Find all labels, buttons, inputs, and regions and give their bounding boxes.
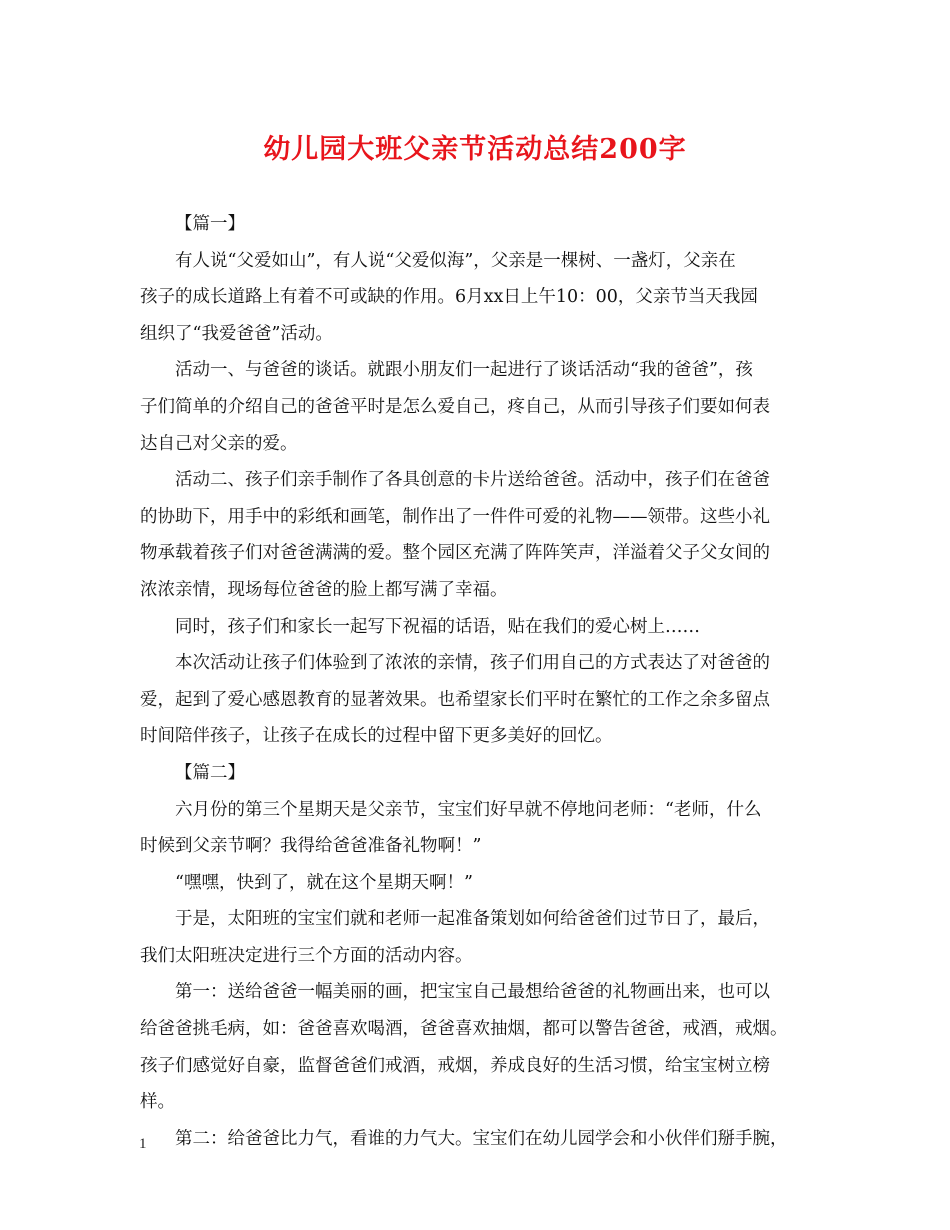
paragraph-line: 第一：送给爸爸一幅美丽的画，把宝宝自己最想给爸爸的礼物画出来，也可以 — [175, 982, 770, 1003]
paragraph-line: 浓浓亲情，现场每位爸爸的脸上都写满了幸福。 — [140, 579, 508, 600]
paragraph-line: 组织了“我爱爸爸”活动。 — [140, 323, 333, 344]
page-number: 1 — [139, 1136, 147, 1152]
paragraph-line: 【篇二】 — [175, 762, 245, 783]
paragraph-line: 时间陪伴孩子，让孩子在成长的过程中留下更多美好的回忆。 — [140, 726, 613, 747]
paragraph-line: 六月份的第三个星期天是父亲节，宝宝们好早就不停地问老师：“老师，什么 — [175, 799, 762, 820]
paragraph-line: 给爸爸挑毛病，如：爸爸喜欢喝酒，爸爸喜欢抽烟，都可以警告爸爸，戒酒，戒烟。 — [140, 1019, 788, 1040]
paragraph-line: 达自己对父亲的爱。 — [140, 433, 298, 454]
paragraph-line: 爱，起到了爱心感恩教育的显著效果。也希望家长们平时在繁忙的工作之余多留点 — [140, 689, 770, 710]
paragraph-line: 我们太阳班决定进行三个方面的活动内容。 — [140, 945, 473, 966]
paragraph-line: 时候到父亲节啊？我得给爸爸准备礼物啊！” — [140, 836, 482, 857]
paragraph-line: 子们简单的介绍自己的爸爸平时是怎么爱自己，疼自己，从而引导孩子们要如何表 — [140, 396, 770, 417]
paragraph-line: 本次活动让孩子们体验到了浓浓的亲情，孩子们用自己的方式表达了对爸爸的 — [175, 653, 770, 674]
paragraph-line: 孩子们感觉好自豪，监督爸爸们戒酒，戒烟，养成良好的生活习惯，给宝宝树立榜 — [140, 1055, 770, 1076]
paragraph-line: 第二：给爸爸比力气，看谁的力气大。宝宝们在幼儿园学会和小伙伴们掰手腕， — [175, 1128, 788, 1149]
paragraph-line: 活动一、与爸爸的谈话。就跟小朋友们一起进行了谈话活动“我的爸爸”，孩 — [175, 360, 753, 381]
paragraph-line: 物承载着孩子们对爸爸满满的爱。整个园区充满了阵阵笑声，洋溢着父子父女间的 — [140, 543, 770, 564]
document-body — [140, 206, 815, 1157]
paragraph-line: 有人说“父爱如山”，有人说“父爱似海”，父亲是一棵树、一盏灯，父亲在 — [175, 250, 736, 271]
document-title: 幼儿园大班父亲节活动总结200字 — [263, 134, 687, 165]
paragraph-line: 【篇一】 — [175, 214, 245, 234]
paragraph-line: 的协助下，用手中的彩纸和画笔，制作出了一件件可爱的礼物——领带。这些小礼 — [140, 506, 770, 527]
paragraph-line: 同时，孩子们和家长一起写下祝福的话语，贴在我们的爱心树上…… — [175, 616, 700, 637]
paragraph-line: 孩子的成长道路上有着不可或缺的作用。6月xx日上午10：00，父亲节当天我园 — [140, 287, 758, 308]
paragraph-line: 样。 — [140, 1092, 175, 1113]
paragraph-line: 活动二、孩子们亲手制作了各具创意的卡片送给爸爸。活动中，孩子们在爸爸 — [175, 470, 770, 491]
paragraph-line: 于是，太阳班的宝宝们就和老师一起准备策划如何给爸爸们过节日了，最后， — [175, 909, 770, 930]
paragraph-line: “嘿嘿，快到了，就在这个星期天啊！” — [175, 872, 473, 893]
